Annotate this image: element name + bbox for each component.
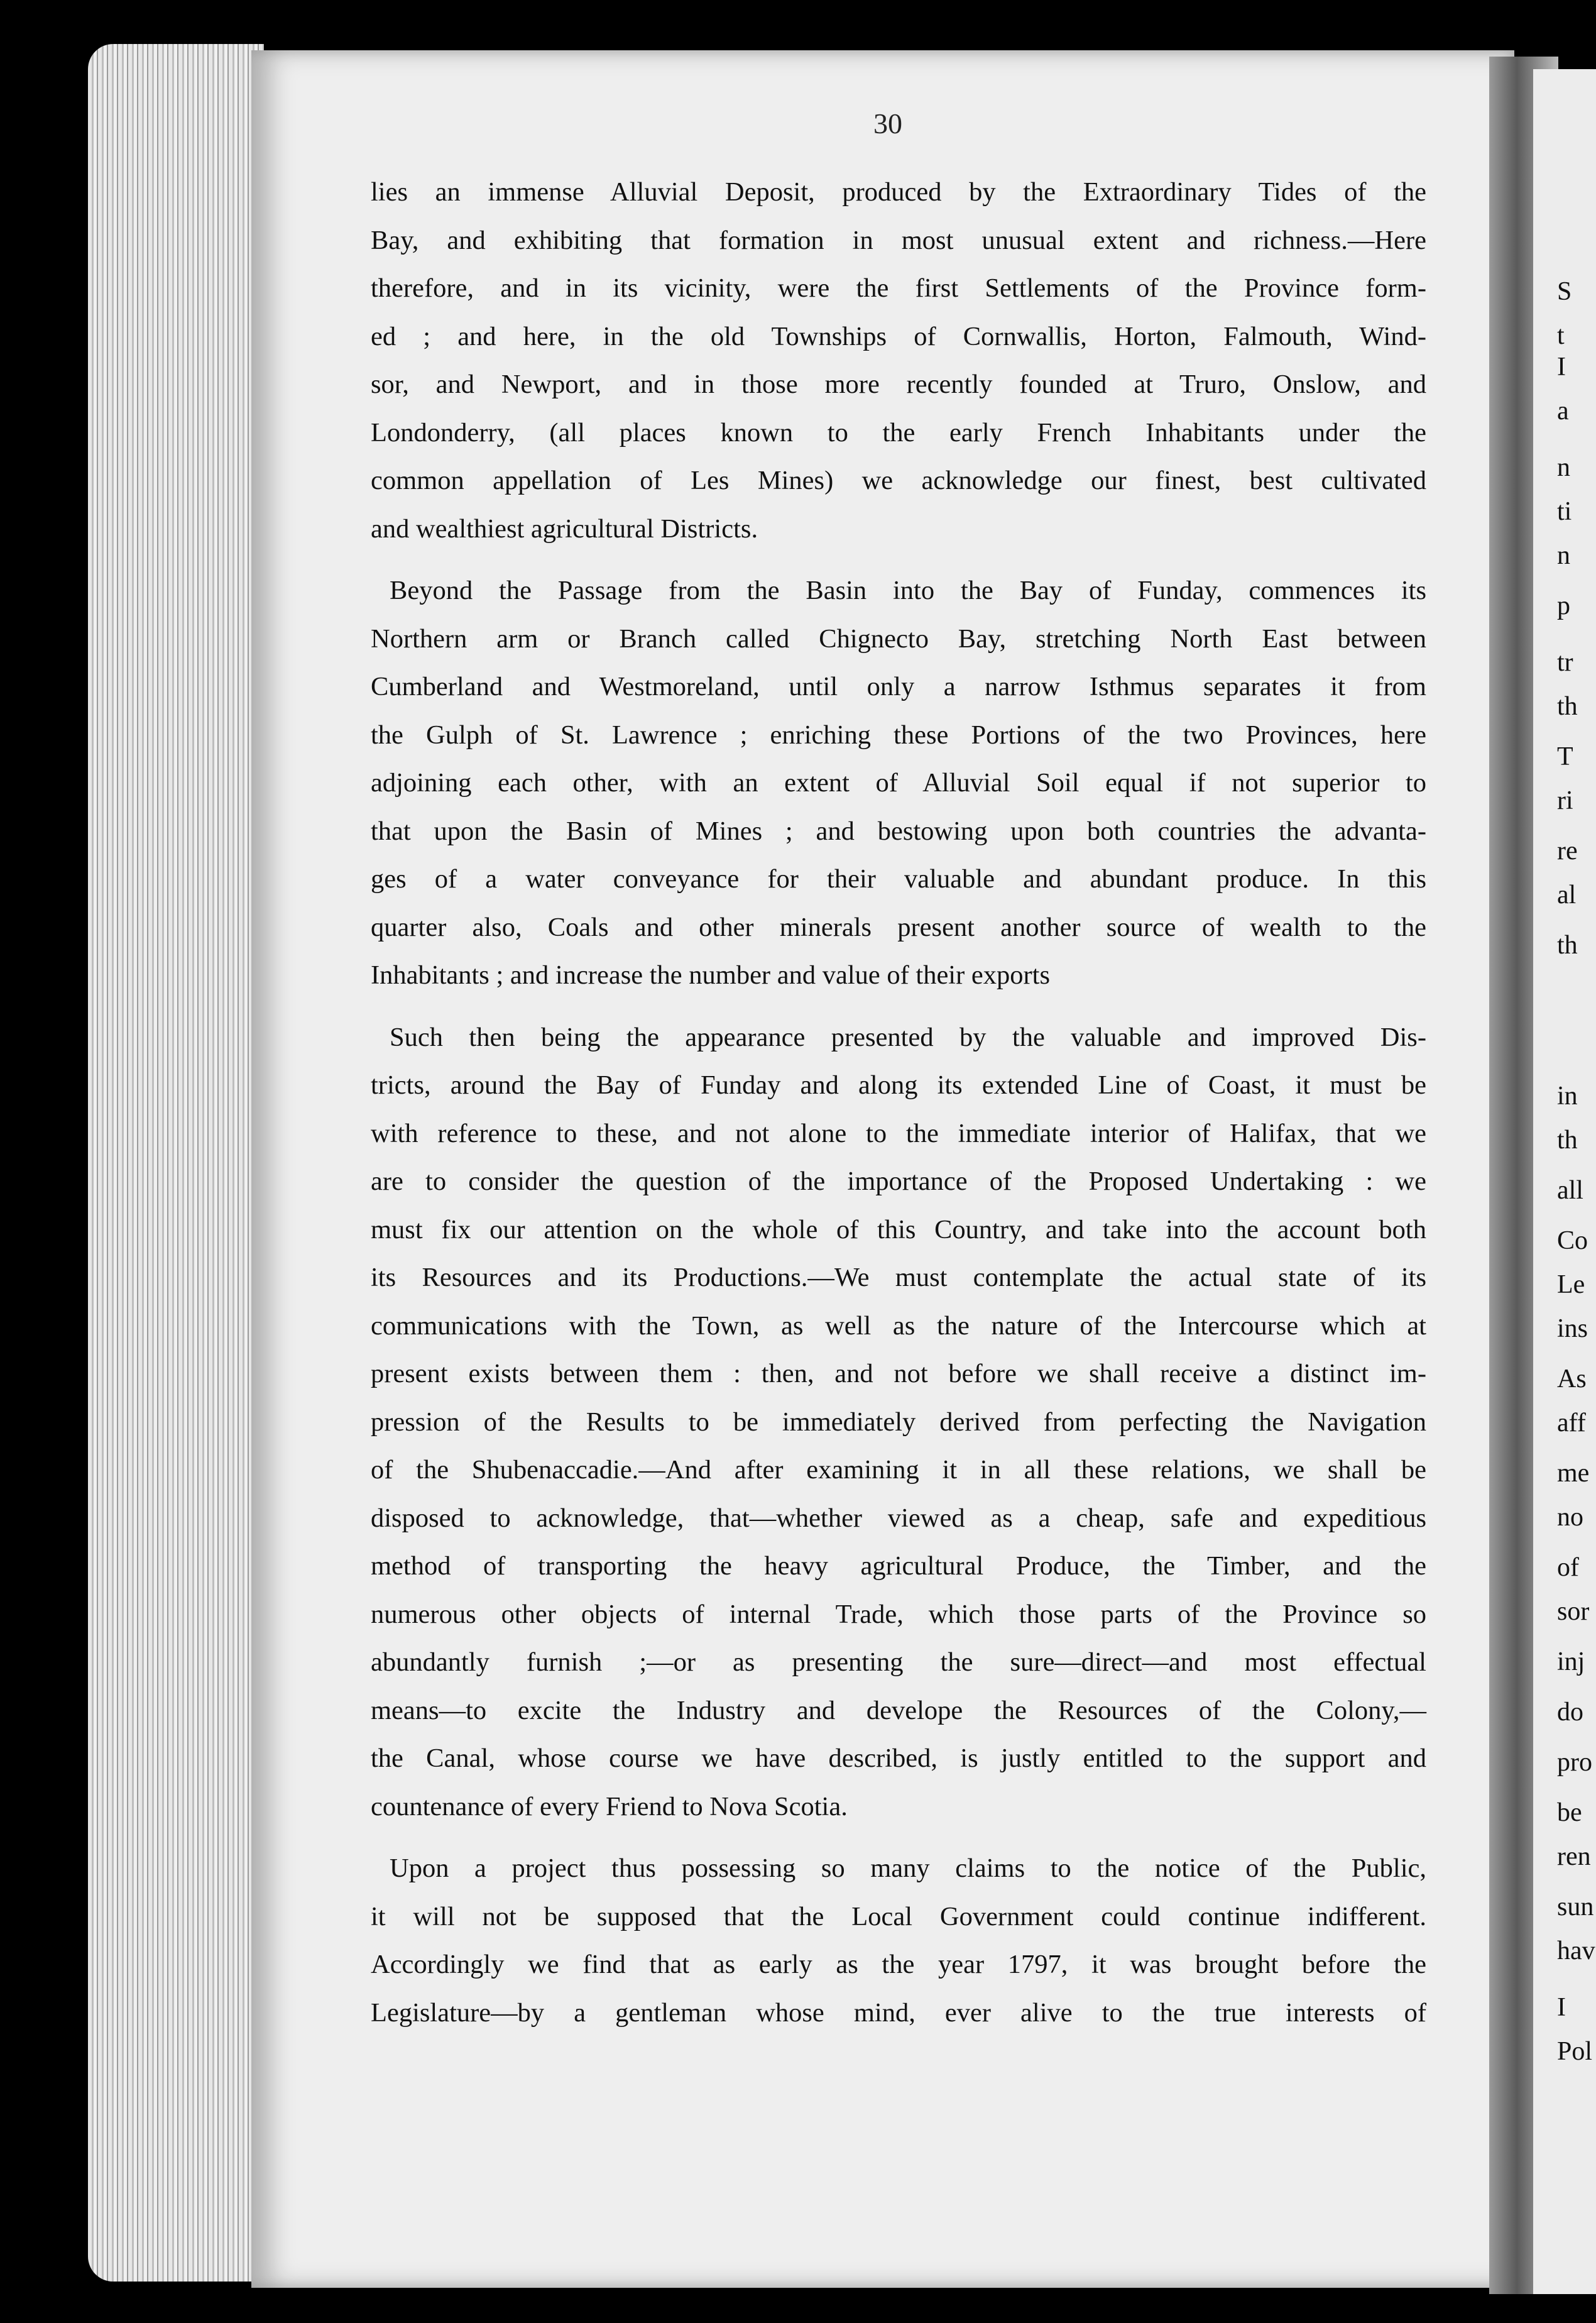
text-line: present exists between them : then, and not before we shall receive a distinct im- [371, 1359, 1426, 1388]
text-line: method of transporting the heavy agricultural Produce, the Timber, and the [371, 1551, 1426, 1581]
facing-page-fragment: a [1557, 397, 1569, 426]
paragraph-3 [371, 1014, 1426, 1831]
facing-page-fragment: ins [1557, 1314, 1588, 1343]
text-line: lies an immense Alluvial Deposit, produced by the Extraordinary Tides of the [371, 177, 1426, 207]
text-line: ed ; and here, in the old Townships of Cornwallis, Horton, Falmouth, Wind- [371, 321, 1426, 351]
facing-page-fragment: sun [1557, 1892, 1594, 1921]
paragraph-4 [371, 1845, 1426, 2037]
text-line: Such then being the appearance presented by the valuable and improved Dis- [390, 1022, 1426, 1052]
facing-page-fragment: ti [1557, 497, 1572, 526]
text-line: therefore, and in its vicinity, were the first Settlements of the Province form- [371, 273, 1426, 303]
facing-page-fragment: th [1557, 1126, 1578, 1155]
text-line: abundantly furnish ;—or as presenting the sure—direct—and most effectual [371, 1647, 1426, 1677]
text-line: the Gulph of St. Lawrence ; enriching these Portions of the two Provinces, here [371, 720, 1426, 750]
facing-page-fragment: tr [1557, 648, 1573, 677]
text-line: adjoining each other, with an extent of Alluvial Soil equal if not superior to [371, 768, 1426, 798]
facing-page-fragment: n [1557, 541, 1570, 570]
facing-page-fragment: Co [1557, 1226, 1588, 1255]
text-line: sor, and Newport, and in those more recently founded at Truro, Onslow, and [371, 370, 1426, 399]
text-line: Beyond the Passage from the Basin into the Bay of Funday, commences its [390, 576, 1426, 605]
text-line: Inhabitants ; and increase the number and value of their exports [371, 960, 1051, 990]
text-line: with reference to these, and not alone to the immediate interior of Halifax, that we [371, 1118, 1426, 1148]
text-line: that upon the Basin of Mines ; and bestowing upon both countries the advanta- [371, 816, 1426, 846]
facing-page-fragment: in [1557, 1082, 1578, 1111]
text-line: Bay, and exhibiting that formation in most unusual extent and richness.—Here [371, 225, 1426, 255]
paragraph-2 [371, 567, 1426, 1000]
facing-page-fragment: ren [1557, 1842, 1591, 1871]
facing-page-fragment: aff [1557, 1409, 1586, 1437]
facing-page-fragment: T [1557, 742, 1573, 771]
facing-page-fragment: th [1557, 931, 1578, 960]
text-line: are to consider the question of the importance of the Proposed Undertaking : we [371, 1167, 1426, 1196]
facing-page-fragment: re [1557, 837, 1578, 865]
facing-page-fragment: be [1557, 1798, 1582, 1827]
facing-page-fragment: As [1557, 1365, 1587, 1393]
facing-page-fragment: sor [1557, 1597, 1590, 1626]
facing-page-fragment: inj [1557, 1647, 1585, 1676]
facing-page-fragment: Le [1557, 1270, 1585, 1299]
text-line: communications with the Town, as well as the nature of the Intercourse which at [371, 1310, 1426, 1341]
text-line: it will not be supposed that the Local Government could continue indifferent. [371, 1901, 1426, 1931]
text-line: its Resources and its Productions.—We must contemplate the actual state of its [371, 1263, 1426, 1292]
text-line: Accordingly we find that as early as the year 1797, it was brought before the [371, 1950, 1426, 1979]
page-number: 30 [873, 107, 902, 140]
facing-page-fragment: I [1557, 353, 1566, 382]
text-line: Northern arm or Branch called Chignecto Bay, stretching North East between [371, 623, 1426, 654]
text-line: pression of the Results to be immediately derived from perfecting the Navigation [371, 1407, 1426, 1437]
text-line: tricts, around the Bay of Funday and along its extended Line of Coast, it must be [371, 1070, 1426, 1100]
text-line: quarter also, Coals and other minerals present another source of wealth to the [371, 912, 1426, 942]
text-line: must fix our attention on the whole of this Country, and take into the account both [371, 1214, 1426, 1244]
facing-page-fragment: n [1557, 453, 1570, 482]
text-line: common appellation of Les Mines) we acknowledge our finest, best cultivated [371, 466, 1426, 495]
text-line: Legislature—by a gentleman whose mind, ever alive to the true interests of [371, 1997, 1426, 2028]
paragraph-1 [371, 168, 1426, 553]
text-line: disposed to acknowledge, that—whether viewed as a cheap, safe and expeditious [371, 1503, 1426, 1533]
facing-page-fragment: p [1557, 591, 1570, 620]
text-line: Londonderry, (all places known to the early French Inhabitants under the [371, 417, 1426, 448]
facing-page-fragment: S [1557, 277, 1572, 306]
text-line: means—to excite the Industry and develope the Resources of the Colony,— [371, 1695, 1426, 1725]
facing-page-fragment: hav [1557, 1936, 1595, 1965]
facing-page-fragment: me [1557, 1459, 1590, 1488]
text-line: the Canal, whose course we have described, is justly entitled to the support and [371, 1744, 1426, 1773]
text-line: and wealthiest agricultural Districts. [371, 513, 758, 544]
text-line: numerous other objects of internal Trade, which those parts of the Province so [371, 1599, 1426, 1629]
facing-page-fragment: of [1557, 1553, 1579, 1582]
facing-page-fragment: ri [1557, 786, 1573, 815]
facing-page-fragment: do [1557, 1698, 1583, 1727]
facing-page-fragment: th [1557, 692, 1578, 721]
book-page-edges [88, 44, 264, 2282]
text-line: ges of a water conveyance for their valuable and abundant produce. In this [371, 864, 1426, 894]
text-line: countenance of every Friend to Nova Scotia. [371, 1791, 848, 1821]
text-line: Upon a project thus possessing so many claims to the notice of the Public, [390, 1853, 1426, 1883]
facing-page-fragment: no [1557, 1503, 1583, 1532]
facing-page-fragment: I [1557, 1993, 1566, 2022]
text-line: of the Shubenaccadie.—And after examining it in all these relations, we shall be [371, 1455, 1426, 1485]
facing-page-fragment: Pol [1557, 2037, 1593, 2066]
facing-page-fragment: t [1557, 321, 1565, 350]
text-line: Cumberland and Westmoreland, until only a narrow Isthmus separates it from [371, 672, 1426, 701]
facing-page-fragment: al [1557, 881, 1577, 909]
facing-page-fragment: pro [1557, 1748, 1592, 1777]
body-text [371, 168, 1426, 2037]
facing-page-fragment: all [1557, 1176, 1583, 1205]
